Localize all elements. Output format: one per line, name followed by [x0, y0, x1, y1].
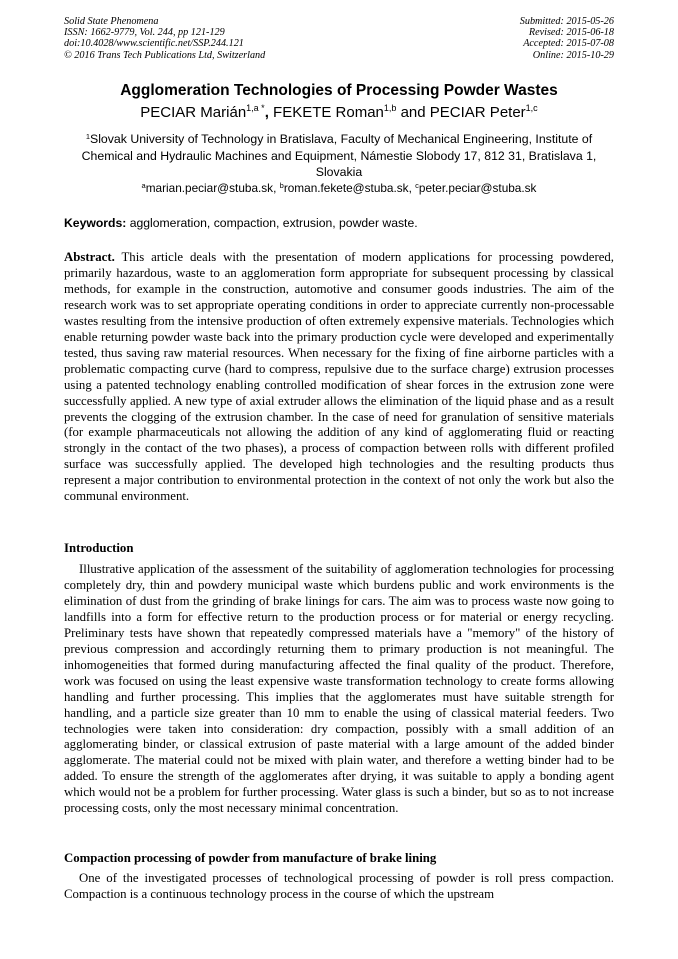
compaction-body — [64, 871, 614, 903]
abstract-text: This article deals with the presentation of modern applications for processing powdered, primarily hazardous, waste to an agglomeration form appropriate for subsequent processing by classical methods, for example in the construction, automotive and consumer goods industries. The aim of the research work was to set appropriate operating conditions in order to appreciate currently non-processable wastes resulting from the intensive production of often extremely expensive materials. Technologies which enable returning powder waste back into the primary production cycle were developed and experimentally tested, thus saving raw material resources. When necessary for the fixing of fine airborne particles with a problematic compacting curve (hard to compress, repulsive due to the surface charge) extrusion processes using a patented technology enabling controlled modification of shear forces in the extrusion zone were successfully applied. A new type of axial extruder allows the elimination of the liquid phase and as a result prevents the clogging of the extrusion chamber. In the case of need for granulation of sensitive materials (for example pharmaceuticals not allowing the addition of any kind of agglomerating fluid or reacting strongly in the contact of the two phases), a process of compaction between rolls with different profiled surface was successfully applied. The developed high technologies and the resulting products thus represent a major contribution to environmental protection in the context of not only the work but also the communal environment. — [64, 250, 614, 504]
date-submitted: Submitted: 2015-05-26 — [519, 16, 614, 27]
journal-issn: ISSN: 1662-9779, Vol. 244, pp 121-129 — [64, 27, 225, 39]
affiliation-text: Slovak University of Technology in Bratislava, Faculty of Mechanical Engineering, Institute of Chemical and Hydraulic Machines and Equipment, Námestie Slobody 17, 812 31, Bratislava 1, Slovakia — [81, 132, 597, 179]
email-a-marker: a — [141, 181, 146, 190]
affiliation-marker: 1 — [85, 132, 90, 141]
affiliation — [70, 131, 608, 181]
paper-title: Agglomeration Technologies of Processing Powder Wastes — [120, 82, 558, 99]
author-emails — [0, 181, 678, 195]
submission-dates — [520, 16, 614, 61]
keywords-text: agglomeration, compaction, extrusion, powder waste. — [126, 216, 418, 230]
author-3: PECIAR Peter — [429, 104, 526, 121]
email-b: roman.fekete@stuba.sk, — [283, 181, 416, 195]
author-2: FEKETE Roman — [273, 104, 384, 121]
compaction-text: One of the investigated processes of technological processing of powder is roll press compaction. Compaction is a continuous technology process in the course of which the upstream — [64, 871, 614, 901]
introduction-text: Illustrative application of the assessment of the suitability of agglomeration technologies for processing completely dry, thin and powdery municipal waste which burdens public and work environments is the elimination of dust from the grinding of brake linings for cars. The aim was to process waste now going to landfills into a form for effective return to the production process or for material or energy recycling. Preliminary tests have shown that repeatedly compressed materials have a "memory" of the history of previous compression and accordingly returning them to primary production is not meaningful. The inhomogeneities that formed during manufacturing affected the final quality of the product. Therefore, work was focused on using the least expensive waste transformation technology to create forms allowing handling and further processing. This implies that the agglomerates must have suitable strength for handling, and a particle size greater than 10 mm to enable the using of classical material feeders. Two technologies were taken into consideration: dry compaction, possibly with a small addition of an agglomerating binder, or classical extrusion of paste material with a large amount of the added binder agglomerate. The material could not be mixed with plain water, and therefore a wetting binder had to be added. To ensure the strength of the agglomerates after drying, it was suitable to apply a bonding agent which would not be a problem for further processing. Water glass is such a binder, but so as to not increase processing costs, only the most necessary minimal concentration. — [64, 562, 614, 816]
introduction-heading: Introduction — [64, 541, 134, 555]
author-3-affil: 1,c — [525, 103, 538, 113]
journal-name: Solid State Phenomena — [64, 16, 159, 27]
email-a: marian.peciar@stuba.sk, — [145, 181, 280, 195]
email-c: peter.peciar@stuba.sk — [418, 181, 537, 195]
author-1-affil: 1,a * — [246, 103, 265, 113]
author-sep-2: and — [396, 104, 430, 121]
author-2-affil: 1,b — [383, 103, 397, 113]
date-accepted: Accepted: 2015-07-08 — [523, 38, 614, 50]
journal-copyright: © 2016 Trans Tech Publications Ltd, Switzerland — [64, 49, 266, 61]
author-list — [0, 104, 678, 121]
date-online: Online: 2015-10-29 — [532, 49, 614, 61]
compaction-heading: Compaction processing of powder from manufacture of brake lining — [64, 851, 437, 865]
introduction-body — [64, 562, 614, 817]
keywords — [64, 216, 616, 230]
journal-info — [64, 16, 265, 61]
abstract — [64, 250, 614, 505]
email-c-marker: c — [415, 181, 419, 190]
abstract-label: Abstract. — [64, 250, 115, 264]
author-1: PECIAR Marián — [140, 104, 247, 121]
email-b-marker: b — [279, 181, 284, 190]
keywords-label: Keywords: — [64, 216, 127, 230]
journal-doi: doi:10.4028/www.scientific.net/SSP.244.121 — [64, 38, 244, 50]
author-sep-1: , — [264, 104, 274, 121]
date-revised: Revised: 2015-06-18 — [528, 27, 614, 39]
